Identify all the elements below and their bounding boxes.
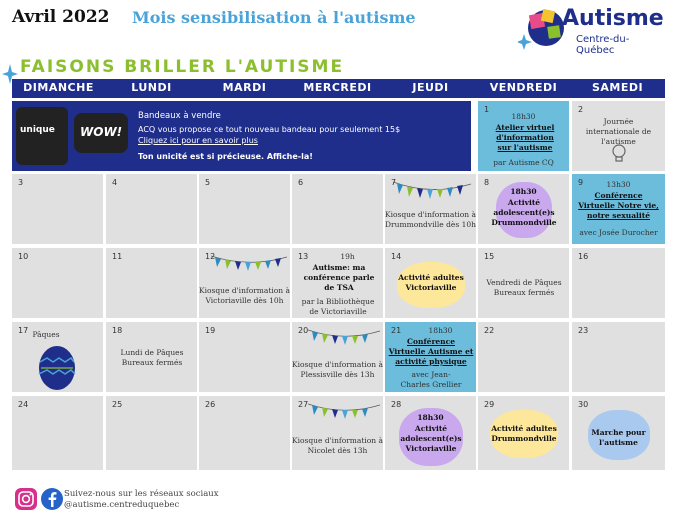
day-cell-15[interactable] bbox=[478, 248, 569, 318]
day-cell-14[interactable] bbox=[385, 248, 476, 318]
facebook-icon[interactable] bbox=[40, 487, 64, 511]
day-cell-11[interactable] bbox=[106, 248, 197, 318]
event-time: 18h30 bbox=[510, 187, 537, 196]
headband-tag: unique bbox=[20, 125, 55, 135]
event-time: 18h30 bbox=[417, 413, 444, 422]
banner-link[interactable]: Cliquez ici pour en savoir plus bbox=[138, 136, 258, 145]
day-mardi: MARDI bbox=[222, 81, 267, 94]
day-number: 2 bbox=[578, 105, 584, 114]
day-number: 25 bbox=[112, 400, 123, 409]
wow-tag: WOW! bbox=[80, 125, 123, 139]
banner-title: Bandeaux à vendre bbox=[138, 111, 221, 121]
day-number: 29 bbox=[484, 400, 495, 409]
headband-image bbox=[16, 107, 68, 165]
event-text: Journée internationale de l'autisme bbox=[585, 117, 652, 146]
day-number: 17 bbox=[18, 326, 29, 335]
logo-subtitle: Centre-du-Québec bbox=[576, 34, 630, 56]
day-number: 8 bbox=[484, 178, 490, 187]
day-number: 12 bbox=[205, 252, 216, 261]
event-text: Marche pour l'autisme bbox=[591, 428, 646, 447]
day-number: 20 bbox=[298, 326, 309, 335]
event-text: Kiosque d'information à Plessisville dès 13h bbox=[292, 360, 383, 379]
day-number: 19 bbox=[205, 326, 216, 335]
social-handle[interactable]: @autisme.centreduquebec bbox=[64, 500, 180, 510]
day-number: 24 bbox=[18, 400, 29, 409]
day-cell-13[interactable] bbox=[292, 248, 383, 318]
day-cell-24[interactable] bbox=[12, 396, 103, 470]
event-text: Kiosque d'information à Victoriaville dès 10h bbox=[199, 286, 290, 305]
day-cell-25[interactable] bbox=[106, 396, 197, 470]
event-time: 13h30 bbox=[606, 180, 631, 189]
day-number: 11 bbox=[112, 252, 123, 261]
event-text: Activité adolescent(e)s Victoriaville bbox=[400, 424, 462, 453]
day-cell-20[interactable] bbox=[292, 322, 383, 392]
day-cell-5[interactable] bbox=[199, 174, 290, 244]
day-number: 10 bbox=[18, 252, 29, 261]
banner-description: ACQ vous propose ce tout nouveau bandeau pour seulement 15$ bbox=[138, 125, 401, 134]
promo-banner[interactable] bbox=[12, 101, 471, 171]
event-host: avec Jean-Charles Grellier bbox=[400, 370, 462, 389]
event-title[interactable]: Atelier virtuel d'information sur l'autisme bbox=[495, 123, 555, 152]
day-cell-3[interactable] bbox=[12, 174, 103, 244]
day-number: 23 bbox=[578, 326, 589, 335]
event-time: 19h bbox=[340, 252, 355, 261]
day-cell-29[interactable] bbox=[478, 396, 569, 470]
bunting-icon bbox=[393, 178, 471, 202]
day-number: 14 bbox=[391, 252, 402, 261]
day-cell-1[interactable] bbox=[478, 101, 569, 171]
day-cell-10[interactable] bbox=[12, 248, 103, 318]
instagram-icon[interactable] bbox=[14, 487, 38, 511]
day-cell-26[interactable] bbox=[199, 396, 290, 470]
event-text: Lundi de Pâques Bureaux fermés bbox=[120, 348, 184, 367]
bunting-icon bbox=[308, 326, 380, 348]
event-text: Activité adultes Drummondville bbox=[491, 424, 557, 443]
day-cell-23[interactable] bbox=[572, 322, 665, 392]
day-number: 28 bbox=[391, 400, 402, 409]
day-number: 15 bbox=[484, 252, 495, 261]
puzzle-icon bbox=[518, 4, 566, 52]
day-number: 3 bbox=[18, 178, 24, 187]
day-number: 16 bbox=[578, 252, 589, 261]
event-title[interactable]: Conférence Virtuelle Notre vie, notre sexualité bbox=[578, 191, 659, 220]
day-number: 1 bbox=[484, 105, 490, 114]
day-mercredi: MERCREDI bbox=[303, 81, 372, 94]
day-number: 5 bbox=[205, 178, 211, 187]
slogan: FAISONS BRILLER L'AUTISME bbox=[20, 57, 345, 77]
wow-image bbox=[74, 113, 128, 153]
day-cell-12[interactable] bbox=[199, 248, 290, 318]
day-cell-21[interactable] bbox=[385, 322, 476, 392]
day-number: 7 bbox=[391, 178, 397, 187]
lightbulb-icon bbox=[610, 143, 628, 165]
day-cell-22[interactable] bbox=[478, 322, 569, 392]
day-cell-30[interactable] bbox=[572, 396, 665, 470]
day-number: 13 bbox=[298, 252, 309, 261]
event-text: Kiosque d'information à Nicolet dès 13h bbox=[292, 436, 383, 455]
day-number: 22 bbox=[484, 326, 495, 335]
event-title[interactable]: Conférence Virtuelle Autisme et activité physique bbox=[388, 337, 474, 366]
day-cell-4[interactable] bbox=[106, 174, 197, 244]
event-text: Activité adolescent(e)s Drummondville bbox=[491, 198, 557, 227]
day-number: 26 bbox=[205, 400, 216, 409]
logo bbox=[518, 4, 668, 56]
day-number: 4 bbox=[112, 178, 118, 187]
day-cell-16[interactable] bbox=[572, 248, 665, 318]
day-number: 18 bbox=[112, 326, 123, 335]
day-jeudi: JEUDI bbox=[412, 81, 449, 94]
day-number: 9 bbox=[578, 178, 584, 187]
event-host: par Autisme CQ bbox=[493, 158, 554, 167]
weekday-header bbox=[12, 79, 665, 98]
day-vendredi: VENDREDI bbox=[489, 81, 558, 94]
day-number: 21 bbox=[391, 326, 402, 335]
bunting-icon bbox=[211, 252, 287, 274]
day-number: 6 bbox=[298, 178, 304, 187]
event-time: 18h30 bbox=[428, 326, 453, 335]
day-lundi: LUNDI bbox=[131, 81, 172, 94]
day-cell-9[interactable] bbox=[572, 174, 665, 244]
event-text: Vendredi de Pâques Bureaux fermés bbox=[486, 278, 562, 297]
day-cell-27[interactable] bbox=[292, 396, 383, 470]
day-cell-8[interactable] bbox=[478, 174, 569, 244]
day-number: 30 bbox=[578, 400, 589, 409]
page-subtitle: Mois sensibilisation à l'autisme bbox=[132, 8, 416, 27]
day-cell-19[interactable] bbox=[199, 322, 290, 392]
day-cell-7[interactable] bbox=[385, 174, 476, 244]
day-cell-18[interactable] bbox=[106, 322, 197, 392]
social-prompt: Suivez-nous sur les réseaux sociaux bbox=[64, 489, 219, 499]
day-cell-28[interactable] bbox=[385, 396, 476, 470]
easter-egg-icon bbox=[37, 344, 77, 390]
event-text: Activité adultes Victoriaville bbox=[398, 273, 464, 292]
day-dimanche: DIMANCHE bbox=[23, 81, 94, 94]
event-time: 18h30 bbox=[511, 112, 536, 121]
day-number: 27 bbox=[298, 400, 309, 409]
bunting-icon bbox=[308, 400, 380, 422]
day-cell-6[interactable] bbox=[292, 174, 383, 244]
banner-slogan: Ton unicité est si précieuse. Affiche-la! bbox=[138, 152, 313, 161]
day-cell-2[interactable] bbox=[572, 101, 665, 171]
event-host: par la Bibliothèque de Victoriaville bbox=[301, 297, 375, 316]
day-samedi: SAMEDI bbox=[591, 81, 644, 94]
day-cell-17[interactable] bbox=[12, 322, 103, 392]
page-title: Avril 2022 bbox=[12, 7, 110, 27]
logo-name: Autisme bbox=[562, 6, 664, 31]
event-text: Kiosque d'information à Drummondville dès 10h bbox=[385, 210, 476, 229]
social-text bbox=[64, 489, 219, 511]
event-title: Autisme: ma conférence parle de TSA bbox=[303, 263, 375, 292]
event-label: Pâques bbox=[32, 330, 60, 339]
event-host: avec Josée Durocher bbox=[579, 228, 658, 237]
